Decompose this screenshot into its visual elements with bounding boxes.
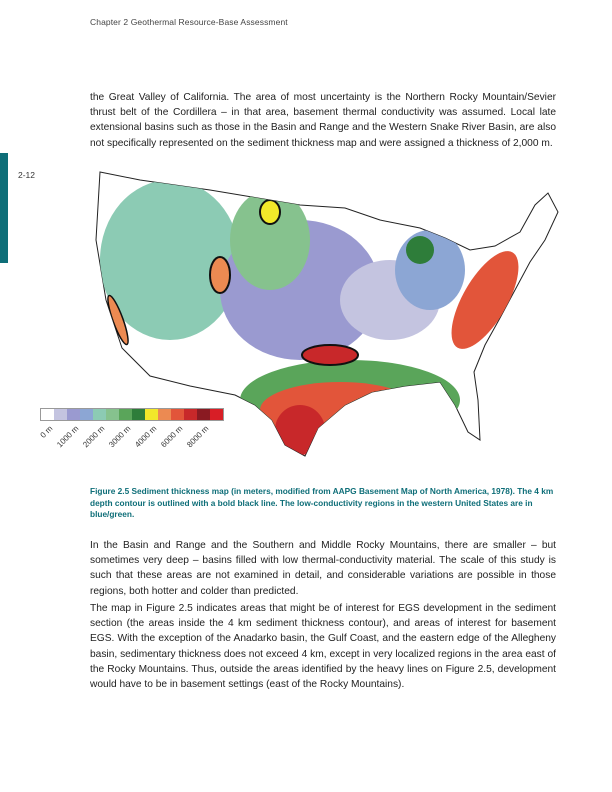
legend-swatch — [93, 409, 106, 420]
sediment-thickness-map — [25, 158, 565, 468]
legend-swatch — [197, 409, 210, 420]
legend-swatch — [210, 409, 223, 420]
legend-swatch — [119, 409, 132, 420]
legend-swatch — [171, 409, 184, 420]
page-number: 2-12 — [18, 170, 36, 180]
legend-swatch — [80, 409, 93, 420]
legend-swatch — [106, 409, 119, 420]
legend-swatch — [158, 409, 171, 420]
legend-label: 2000 m — [81, 424, 107, 450]
body-paragraph-3: The map in Figure 2.5 indicates areas that might be of interest for EGS development in the sediment section (the areas inside the 4 km sediment thickness contour), and areas of interest for basement EGS. With the exception of the Anadarko basin, the Gulf Coast, and the eastern edge of the Allegheny basin, sedimentary thickness does not exceed 4 km, except in very localized regions in the area east of the Rocky Mountains. Thus, outside the areas identified by the heavy lines on Figure 2.5, development would have to be in basement settings (east of the Rocky Mountains). — [90, 603, 556, 691]
legend-swatch — [54, 409, 67, 420]
legend-swatch — [145, 409, 158, 420]
body-paragraph-2: In the Basin and Range and the Southern and Middle Rocky Mountains, there are smaller – but sometimes very deep – basins filled with low thermal-conductivity material. The scale of this study is such that these areas are not examined in detail, and considerable variations are possible in those regions, both hotter and colder than predicted. — [90, 540, 556, 597]
running-head: Chapter 2 Geothermal Resource-Base Assessment — [90, 17, 288, 27]
legend-label: 8000 m — [185, 424, 211, 450]
legend-swatch — [184, 409, 197, 420]
figure-caption: Figure 2.5 Sediment thickness map (in meters, modified from AAPG Basement Map of North America, 1978). The 4 km depth contour is outlined with a bold black line. The low-conductivity regions in the western United States are in blue/green. — [90, 486, 554, 520]
legend-swatch — [41, 409, 54, 420]
chapter-side-bar — [0, 153, 8, 263]
legend-label: 6000 m — [159, 424, 185, 450]
legend-label: 1000 m — [55, 424, 81, 450]
legend-swatch — [132, 409, 145, 420]
legend-swatch — [67, 409, 80, 420]
legend-label: 0 m — [38, 424, 55, 440]
legend-label: 4000 m — [133, 424, 159, 450]
legend-label: 3000 m — [107, 424, 133, 450]
body-paragraph-1: the Great Valley of California. The area of most uncertainty is the Northern Rocky Mountain/Sevier thrust belt of the Cordillera – in that area, basement thermal conductivity was assumed. Local late extensional basins such as those in the Basin and Range and the Western Snake River Basin, are also not specifically represented on the sediment thickness map and were assigned a thickness of 2,000 m. — [90, 92, 556, 149]
map-legend — [40, 408, 224, 421]
